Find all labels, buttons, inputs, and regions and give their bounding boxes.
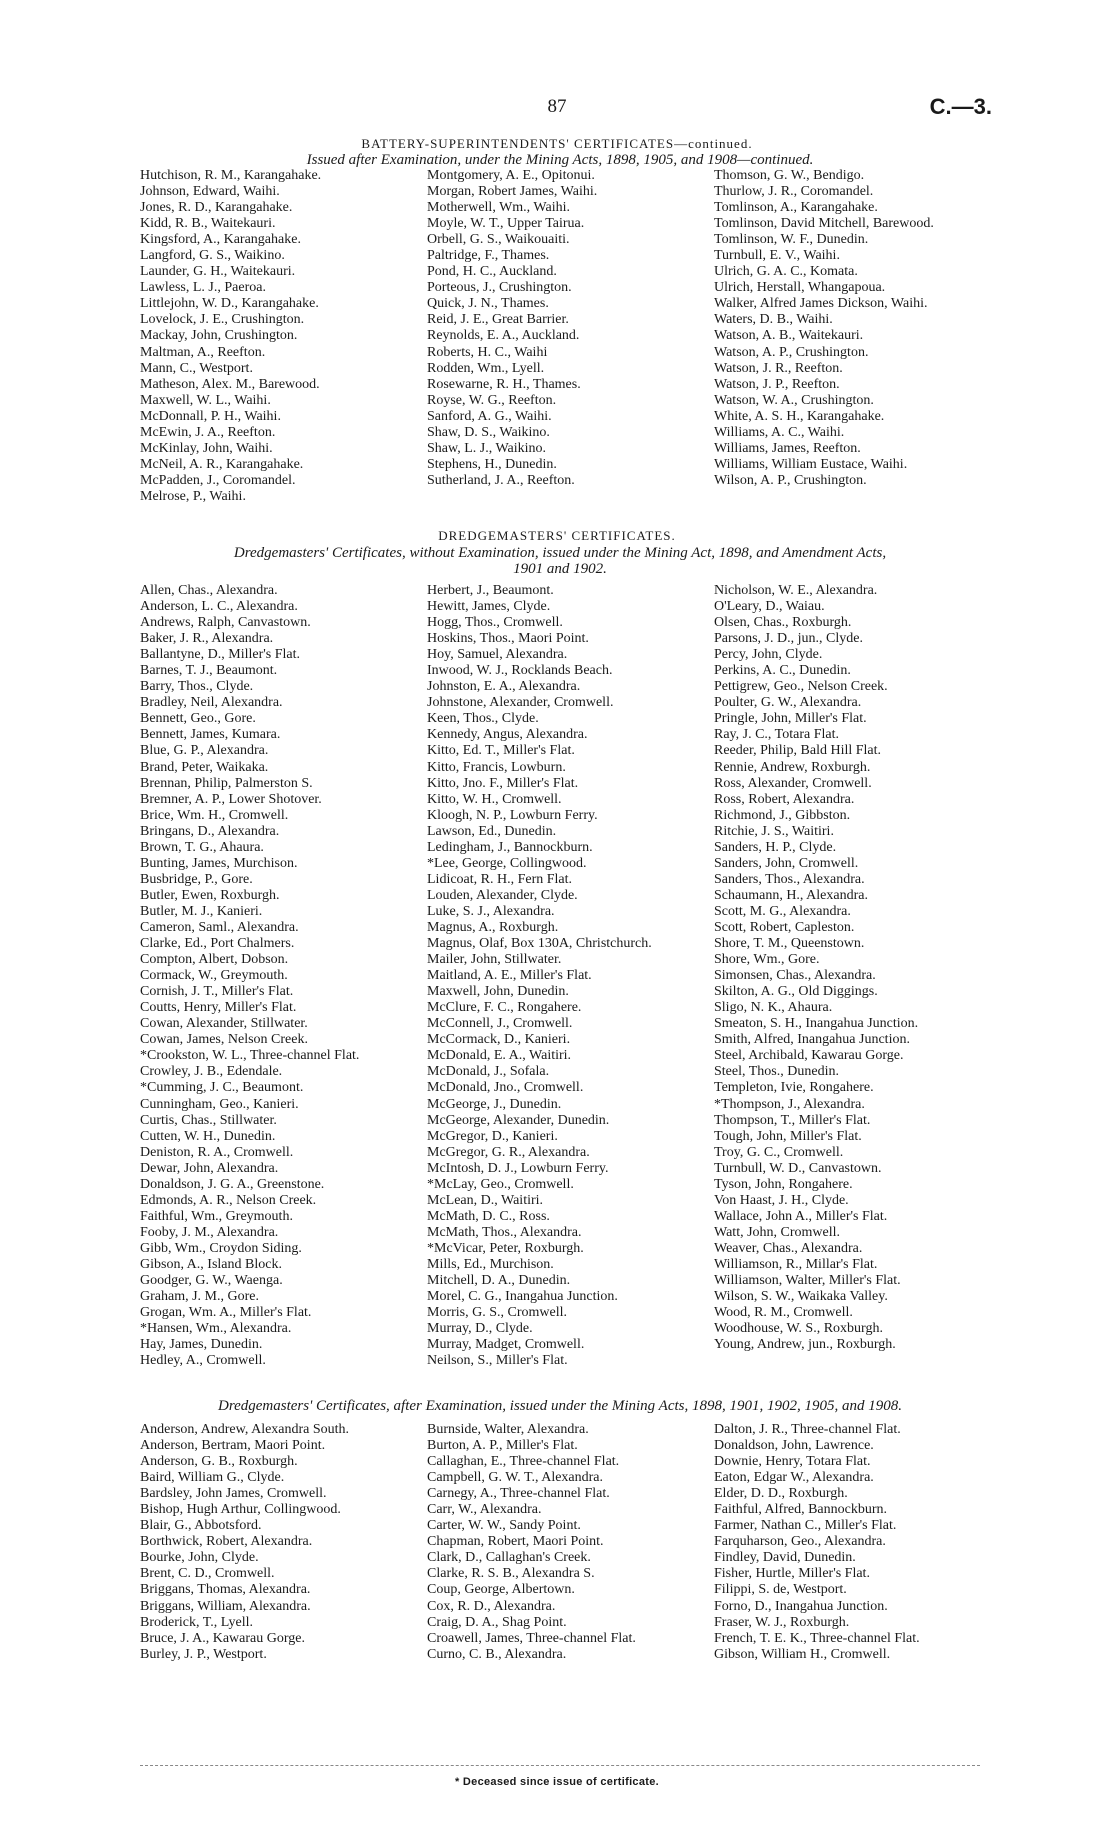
list-entry: Watson, A. B., Waitekauri.	[714, 328, 864, 344]
list-entry: Cowan, James, Nelson Creek.	[140, 1032, 308, 1048]
dredge-without-column-2	[427, 583, 714, 1369]
list-entry: Borthwick, Robert, Alexandra.	[140, 1534, 313, 1550]
list-entry: Shore, T. M., Queenstown.	[714, 936, 865, 952]
battery-list	[140, 168, 1020, 505]
list-entry: Johnston, E. A., Alexandra.	[427, 679, 581, 695]
list-entry: Mitchell, D. A., Dunedin.	[427, 1273, 571, 1289]
list-entry: *Hansen, Wm., Alexandra.	[140, 1321, 292, 1337]
list-entry: Cornish, J. T., Miller's Flat.	[140, 984, 294, 1000]
list-entry: Royse, W. G., Reefton.	[427, 392, 557, 408]
list-entry: Kitto, Jno. F., Miller's Flat.	[427, 775, 579, 791]
paper-reference: C.—3.	[929, 94, 992, 119]
dredge-without-list	[140, 583, 1020, 1369]
dredge-without-column-1	[140, 583, 427, 1369]
list-entry: Sanders, Thos., Alexandra.	[714, 871, 865, 887]
list-entry: McPadden, J., Coromandel.	[140, 472, 296, 488]
list-entry: Hutchison, R. M., Karangahake.	[140, 168, 322, 183]
list-entry: Williamson, R., Millar's Flat.	[714, 1256, 878, 1272]
list-entry: Lawson, Ed., Dunedin.	[427, 823, 557, 839]
dredge-after-column-2	[427, 1422, 714, 1663]
list-entry: Baker, J. R., Alexandra.	[140, 631, 274, 647]
list-entry: Ballantyne, D., Miller's Flat.	[140, 647, 301, 663]
list-entry: Burton, A. P., Miller's Flat.	[427, 1438, 578, 1454]
dredge-without-column-3	[714, 583, 1020, 1369]
list-entry: Herbert, J., Beaumont.	[427, 583, 554, 598]
footnote-rule	[140, 1765, 980, 1766]
list-entry: McDonnall, P. H., Waihi.	[140, 408, 281, 424]
battery-column-1	[140, 168, 427, 505]
list-entry: *McLay, Geo., Cromwell.	[427, 1176, 574, 1192]
list-entry: Allen, Chas., Alexandra.	[140, 583, 278, 598]
list-entry: Nicholson, W. E., Alexandra.	[714, 583, 878, 598]
list-entry: *Cumming, J. C., Beaumont.	[140, 1080, 304, 1096]
list-entry: McConnell, J., Cromwell.	[427, 1016, 573, 1032]
list-entry: Baird, William G., Clyde.	[140, 1470, 285, 1486]
list-entry: Bradley, Neil, Alexandra.	[140, 695, 283, 711]
list-entry: Donaldson, J. G. A., Greenstone.	[140, 1176, 325, 1192]
list-entry: Clarke, Ed., Port Chalmers.	[140, 936, 295, 952]
dredge-without-subheading-line1: Dredgemasters' Certificates, without Examination, issued under the Mining Act, 1898, and Amendment Acts,	[233, 545, 887, 561]
list-entry: Briggans, William, Alexandra.	[140, 1598, 311, 1614]
list-entry: Brennan, Philip, Palmerston S.	[140, 775, 313, 791]
list-entry: Barnes, T. J., Beaumont.	[140, 663, 278, 679]
list-entry: Sanford, A. G., Waihi.	[427, 408, 552, 424]
battery-column-2	[427, 168, 714, 505]
list-entry: Pettigrew, Geo., Nelson Creek.	[714, 679, 888, 695]
list-entry: Blair, G., Abbotsford.	[140, 1518, 262, 1534]
list-entry: Mills, Ed., Murchison.	[427, 1256, 554, 1272]
list-entry: Cameron, Saml., Alexandra.	[140, 919, 299, 935]
list-entry: Graham, J. M., Gore.	[140, 1289, 259, 1305]
list-entry: Matheson, Alex. M., Barewood.	[140, 376, 320, 392]
list-entry: Blue, G. P., Alexandra.	[140, 743, 269, 759]
list-entry: McEwin, J. A., Reefton.	[140, 424, 276, 440]
list-entry: Wilson, S. W., Waikaka Valley.	[714, 1289, 888, 1305]
list-entry: Faithful, Alfred, Bannockburn.	[714, 1502, 888, 1518]
list-entry: Findley, David, Dunedin.	[714, 1550, 856, 1566]
list-entry: Ritchie, J. S., Waitiri.	[714, 823, 834, 839]
list-entry: Tomlinson, David Mitchell, Barewood.	[714, 216, 934, 232]
list-entry: Williams, A. C., Waihi.	[714, 424, 845, 440]
list-entry: Carr, W., Alexandra.	[427, 1502, 542, 1518]
list-entry: McGeorge, Alexander, Dunedin.	[427, 1112, 610, 1128]
list-entry: Hoskins, Thos., Maori Point.	[427, 631, 589, 647]
list-entry: Tyson, John, Rongahere.	[714, 1176, 853, 1192]
list-entry: Watson, J. R., Reefton.	[714, 360, 843, 376]
list-entry: Hewitt, James, Clyde.	[427, 599, 551, 615]
list-entry: Orbell, G. S., Waikouaiti.	[427, 232, 570, 248]
footnote: * Deceased since issue of certificate.	[455, 1776, 659, 1788]
list-entry: Littlejohn, W. D., Karangahake.	[140, 296, 319, 312]
list-entry: Curno, C. B., Alexandra.	[427, 1646, 567, 1662]
list-entry: Donaldson, John, Lawrence.	[714, 1438, 874, 1454]
list-entry: Elder, D. D., Roxburgh.	[714, 1486, 848, 1502]
list-entry: Morel, C. G., Inangahua Junction.	[427, 1289, 618, 1305]
list-entry: Keen, Thos., Clyde.	[427, 711, 539, 727]
list-entry: Anderson, L. C., Alexandra.	[140, 599, 298, 615]
list-entry: Craig, D. A., Shag Point.	[427, 1614, 567, 1630]
list-entry: Templeton, Ivie, Rongahere.	[714, 1080, 874, 1096]
list-entry: *Thompson, J., Alexandra.	[714, 1096, 865, 1112]
list-entry: Kennedy, Angus, Alexandra.	[427, 727, 588, 743]
list-entry: Scott, Robert, Capleston.	[714, 919, 855, 935]
list-entry: O'Leary, D., Waiau.	[714, 599, 825, 615]
list-entry: Schaumann, H., Alexandra.	[714, 887, 868, 903]
list-entry: Ray, J. C., Totara Flat.	[714, 727, 840, 743]
list-entry: McKinlay, John, Waihi.	[140, 440, 273, 456]
list-entry: Reynolds, E. A., Auckland.	[427, 328, 580, 344]
list-entry: Butler, Ewen, Roxburgh.	[140, 887, 280, 903]
list-entry: Coutts, Henry, Miller's Flat.	[140, 1000, 297, 1016]
list-entry: McGeorge, J., Dunedin.	[427, 1096, 562, 1112]
list-entry: Cutten, W. H., Dunedin.	[140, 1128, 276, 1144]
list-entry: Maitland, A. E., Miller's Flat.	[427, 968, 592, 984]
list-entry: Barry, Thos., Clyde.	[140, 679, 254, 695]
list-entry: Turnbull, W. D., Canvastown.	[714, 1160, 882, 1176]
list-entry: Magnus, Olaf, Box 130A, Christchurch.	[427, 936, 652, 952]
list-entry: McDonald, J., Sofala.	[427, 1064, 550, 1080]
list-entry: Downie, Henry, Totara Flat.	[714, 1454, 871, 1470]
list-entry: Mann, C., Westport.	[140, 360, 253, 376]
list-entry: Stephens, H., Dunedin.	[427, 456, 557, 472]
list-entry: French, T. E. K., Three-channel Flat.	[714, 1630, 920, 1646]
list-entry: Kloogh, N. P., Lowburn Ferry.	[427, 807, 598, 823]
list-entry: Hoy, Samuel, Alexandra.	[427, 647, 568, 663]
list-entry: Gibson, A., Island Block.	[140, 1256, 282, 1272]
list-entry: Brent, C. D., Cromwell.	[140, 1566, 275, 1582]
battery-subheading: Issued after Examination, under the Mining Acts, 1898, 1905, and 1908—continued.	[306, 152, 814, 168]
list-entry: Thurlow, J. R., Coromandel.	[714, 184, 874, 200]
list-entry: Perkins, A. C., Dunedin.	[714, 663, 851, 679]
list-entry: Turnbull, E. V., Waihi.	[714, 248, 840, 264]
list-entry: Montgomery, A. E., Opitonui.	[427, 168, 595, 183]
list-entry: Wilson, A. P., Crushington.	[714, 472, 867, 488]
list-entry: Woodhouse, W. S., Roxburgh.	[714, 1321, 883, 1337]
page-number: 87	[547, 96, 567, 117]
list-entry: McCormack, D., Kanieri.	[427, 1032, 571, 1048]
list-entry: Fisher, Hurtle, Miller's Flat.	[714, 1566, 870, 1582]
list-entry: Wood, R. M., Cromwell.	[714, 1305, 853, 1321]
dredge-without-subheading-line2: 1901 and 1902.	[513, 561, 607, 577]
list-entry: Reid, J. E., Great Barrier.	[427, 312, 569, 328]
list-entry: Williams, James, Reefton.	[714, 440, 861, 456]
list-entry: Paltridge, F., Thames.	[427, 248, 550, 264]
list-entry: Chapman, Robert, Maori Point.	[427, 1534, 604, 1550]
list-entry: Langford, G. S., Waikino.	[140, 248, 285, 264]
list-entry: Kitto, Francis, Lowburn.	[427, 759, 566, 775]
list-entry: McGregor, G. R., Alexandra.	[427, 1144, 590, 1160]
list-entry: Walker, Alfred James Dickson, Waihi.	[714, 296, 928, 312]
list-entry: Rennie, Andrew, Roxburgh.	[714, 759, 871, 775]
list-entry: Farquharson, Geo., Alexandra.	[714, 1534, 886, 1550]
list-entry: Kitto, W. H., Cromwell.	[427, 791, 562, 807]
list-entry: Thomson, G. W., Bendigo.	[714, 168, 865, 183]
list-entry: Crowley, J. B., Edendale.	[140, 1064, 283, 1080]
list-entry: Sanders, H. P., Clyde.	[714, 839, 837, 855]
list-entry: Forno, D., Inangahua Junction.	[714, 1598, 888, 1614]
list-entry: Lawless, L. J., Paeroa.	[140, 280, 266, 296]
list-entry: Lidicoat, R. H., Fern Flat.	[427, 871, 573, 887]
list-entry: Ulrich, Herstall, Whangapoua.	[714, 280, 886, 296]
list-entry: Percy, John, Clyde.	[714, 647, 823, 663]
list-entry: Johnson, Edward, Waihi.	[140, 184, 280, 200]
battery-heading: BATTERY-SUPERINTENDENTS' CERTIFICATES—continued.	[361, 136, 753, 151]
list-entry: Wallace, John A., Miller's Flat.	[714, 1208, 888, 1224]
list-entry: Fraser, W. J., Roxburgh.	[714, 1614, 850, 1630]
list-entry: Coup, George, Albertown.	[427, 1582, 575, 1598]
list-entry: Bennett, James, Kumara.	[140, 727, 281, 743]
list-entry: Skilton, A. G., Old Diggings.	[714, 984, 878, 1000]
list-entry: Morgan, Robert James, Waihi.	[427, 184, 598, 200]
list-entry: Launder, G. H., Waitekauri.	[140, 264, 296, 280]
list-entry: Rosewarne, R. H., Thames.	[427, 376, 581, 392]
list-entry: Watson, J. P., Reefton.	[714, 376, 840, 392]
list-entry: Anderson, Andrew, Alexandra South.	[140, 1422, 350, 1437]
list-entry: Melrose, P., Waihi.	[140, 488, 246, 504]
list-entry: Deniston, R. A., Cromwell.	[140, 1144, 294, 1160]
battery-column-3	[714, 168, 1020, 505]
list-entry: Watson, W. A., Crushington.	[714, 392, 874, 408]
list-entry: Neilson, S., Miller's Flat.	[427, 1353, 568, 1369]
list-entry: Williamson, Walter, Miller's Flat.	[714, 1273, 901, 1289]
list-entry: Mailer, John, Stillwater.	[427, 952, 562, 968]
list-entry: Kingsford, A., Karangahake.	[140, 232, 301, 248]
list-entry: Scott, M. G., Alexandra.	[714, 903, 851, 919]
list-entry: Watt, John, Cromwell.	[714, 1224, 841, 1240]
list-entry: Bringans, D., Alexandra.	[140, 823, 280, 839]
list-entry: Ross, Robert, Alexandra.	[714, 791, 855, 807]
list-entry: Murray, D., Clyde.	[427, 1321, 533, 1337]
list-entry: Von Haast, J. H., Clyde.	[714, 1192, 849, 1208]
list-entry: Steel, Thos., Dunedin.	[714, 1064, 839, 1080]
list-entry: Morris, G. S., Cromwell.	[427, 1305, 567, 1321]
list-entry: Waters, D. B., Waihi.	[714, 312, 833, 328]
list-entry: Lovelock, J. E., Crushington.	[140, 312, 305, 328]
list-entry: Clark, D., Callaghan's Creek.	[427, 1550, 591, 1566]
list-entry: McDonald, E. A., Waitiri.	[427, 1048, 572, 1064]
list-entry: Faithful, Wm., Greymouth.	[140, 1208, 293, 1224]
list-entry: Thompson, T., Miller's Flat.	[714, 1112, 871, 1128]
dredge-after-column-3	[714, 1422, 1020, 1663]
list-entry: Smith, Alfred, Inangahua Junction.	[714, 1032, 910, 1048]
list-entry: Luke, S. J., Alexandra.	[427, 903, 555, 919]
list-entry: Sanders, John, Cromwell.	[714, 855, 859, 871]
list-entry: Maxwell, John, Dunedin.	[427, 984, 569, 1000]
list-entry: Mackay, John, Crushington.	[140, 328, 298, 344]
list-entry: McMath, Thos., Alexandra.	[427, 1224, 582, 1240]
list-entry: Goodger, G. W., Waenga.	[140, 1273, 283, 1289]
dredge-after-subheading: Dredgemasters' Certificates, after Examination, issued under the Mining Acts, 1898, 1901, 1902, 1905, and 1908.	[218, 1398, 902, 1414]
list-entry: Pringle, John, Miller's Flat.	[714, 711, 867, 727]
list-entry: Brown, T. G., Ahaura.	[140, 839, 264, 855]
list-entry: Dewar, John, Alexandra.	[140, 1160, 279, 1176]
list-entry: Cox, R. D., Alexandra.	[427, 1598, 556, 1614]
list-entry: Reeder, Philip, Bald Hill Flat.	[714, 743, 882, 759]
list-entry: Maltman, A., Reefton.	[140, 344, 266, 360]
list-entry: McGregor, D., Kanieri.	[427, 1128, 558, 1144]
list-entry: Curtis, Chas., Stillwater.	[140, 1112, 277, 1128]
list-entry: Porteous, J., Crushington.	[427, 280, 572, 296]
dredge-after-column-1	[140, 1422, 427, 1663]
list-entry: Williams, William Eustace, Waihi.	[714, 456, 908, 472]
list-entry: Ulrich, G. A. C., Komata.	[714, 264, 858, 280]
list-entry: Weaver, Chas., Alexandra.	[714, 1240, 863, 1256]
list-entry: Broderick, T., Lyell.	[140, 1614, 254, 1630]
list-entry: Campbell, G. W. T., Alexandra.	[427, 1470, 604, 1486]
list-entry: Tomlinson, W. F., Dunedin.	[714, 232, 869, 248]
list-entry: Hogg, Thos., Cromwell.	[427, 615, 563, 631]
list-entry: Motherwell, Wm., Waihi.	[427, 200, 571, 216]
list-entry: Eaton, Edgar W., Alexandra.	[714, 1470, 874, 1486]
list-entry: Moyle, W. T., Upper Tairua.	[427, 216, 585, 232]
list-entry: Brice, Wm. H., Cromwell.	[140, 807, 289, 823]
list-entry: Busbridge, P., Gore.	[140, 871, 253, 887]
list-entry: Butler, M. J., Kanieri.	[140, 903, 263, 919]
list-entry: Rodden, Wm., Lyell.	[427, 360, 545, 376]
list-entry: Troy, G. C., Cromwell.	[714, 1144, 844, 1160]
list-entry: Clarke, R. S. B., Alexandra S.	[427, 1566, 595, 1582]
list-entry: Shore, Wm., Gore.	[714, 952, 820, 968]
list-entry: Tomlinson, A., Karangahake.	[714, 200, 878, 216]
list-entry: Magnus, A., Roxburgh.	[427, 919, 559, 935]
list-entry: Olsen, Chas., Roxburgh.	[714, 615, 852, 631]
list-entry: Quick, J. N., Thames.	[427, 296, 549, 312]
list-entry: Richmond, J., Gibbston.	[714, 807, 851, 823]
list-entry: McIntosh, D. J., Lowburn Ferry.	[427, 1160, 609, 1176]
list-entry: Murray, Madget, Cromwell.	[427, 1337, 585, 1353]
list-entry: Ledingham, J., Bannockburn.	[427, 839, 593, 855]
list-entry: Filippi, S. de, Westport.	[714, 1582, 847, 1598]
list-entry: Sligo, N. K., Ahaura.	[714, 1000, 833, 1016]
list-entry: Anderson, G. B., Roxburgh.	[140, 1454, 298, 1470]
list-entry: Kitto, Ed. T., Miller's Flat.	[427, 743, 575, 759]
dredgemasters-heading: DREDGEMASTERS' CERTIFICATES.	[438, 528, 676, 543]
list-entry: Maxwell, W. L., Waihi.	[140, 392, 271, 408]
list-entry: Shaw, D. S., Waikino.	[427, 424, 550, 440]
list-entry: Louden, Alexander, Clyde.	[427, 887, 578, 903]
list-entry: Tough, John, Miller's Flat.	[714, 1128, 862, 1144]
list-entry: Farmer, Nathan C., Miller's Flat.	[714, 1518, 897, 1534]
list-entry: Bruce, J. A., Kawarau Gorge.	[140, 1630, 305, 1646]
list-entry: Bourke, John, Clyde.	[140, 1550, 259, 1566]
list-entry: Smeaton, S. H., Inangahua Junction.	[714, 1016, 919, 1032]
list-entry: Young, Andrew, jun., Roxburgh.	[714, 1337, 896, 1353]
list-entry: *McVicar, Peter, Roxburgh.	[427, 1240, 584, 1256]
list-entry: Briggans, Thomas, Alexandra.	[140, 1582, 311, 1598]
list-entry: Burley, J. P., Westport.	[140, 1646, 267, 1662]
list-entry: Steel, Archibald, Kawarau Gorge.	[714, 1048, 904, 1064]
list-entry: White, A. S. H., Karangahake.	[714, 408, 885, 424]
list-entry: Ross, Alexander, Cromwell.	[714, 775, 872, 791]
list-entry: Bennett, Geo., Gore.	[140, 711, 256, 727]
list-entry: Carnegy, A., Three-channel Flat.	[427, 1486, 610, 1502]
list-entry: McClure, F. C., Rongahere.	[427, 1000, 582, 1016]
list-entry: Carter, W. W., Sandy Point.	[427, 1518, 581, 1534]
list-entry: Gibson, William H., Cromwell.	[714, 1646, 891, 1662]
list-entry: Bunting, James, Murchison.	[140, 855, 298, 871]
list-entry: Pond, H. C., Auckland.	[427, 264, 557, 280]
list-entry: Edmonds, A. R., Nelson Creek.	[140, 1192, 317, 1208]
list-entry: Bishop, Hugh Arthur, Collingwood.	[140, 1502, 341, 1518]
list-entry: Compton, Albert, Dobson.	[140, 952, 289, 968]
list-entry: McMath, D. C., Ross.	[427, 1208, 550, 1224]
list-entry: Grogan, Wm. A., Miller's Flat.	[140, 1305, 312, 1321]
list-entry: Roberts, H. C., Waihi	[427, 344, 548, 360]
list-entry: Cunningham, Geo., Kanieri.	[140, 1096, 299, 1112]
list-entry: Shaw, L. J., Waikino.	[427, 440, 547, 456]
list-entry: Andrews, Ralph, Canvastown.	[140, 615, 311, 631]
list-entry: Croawell, James, Three-channel Flat.	[427, 1630, 636, 1646]
list-entry: McDonald, Jno., Cromwell.	[427, 1080, 584, 1096]
list-entry: Inwood, W. J., Rocklands Beach.	[427, 663, 613, 679]
list-entry: Hay, James, Dunedin.	[140, 1337, 263, 1353]
list-entry: Poulter, G. W., Alexandra.	[714, 695, 862, 711]
list-entry: Sutherland, J. A., Reefton.	[427, 472, 575, 488]
list-entry: Callaghan, E., Three-channel Flat.	[427, 1454, 620, 1470]
list-entry: McNeil, A. R., Karangahake.	[140, 456, 304, 472]
list-entry: Dalton, J. R., Three-channel Flat.	[714, 1422, 901, 1437]
list-entry: Jones, R. D., Karangahake.	[140, 200, 293, 216]
list-entry: Bremner, A. P., Lower Shotover.	[140, 791, 322, 807]
list-entry: Cormack, W., Greymouth.	[140, 968, 288, 984]
list-entry: Anderson, Bertram, Maori Point.	[140, 1438, 326, 1454]
dredge-after-list	[140, 1422, 1020, 1663]
list-entry: Watson, A. P., Crushington.	[714, 344, 869, 360]
list-entry: Johnstone, Alexander, Cromwell.	[427, 695, 614, 711]
list-entry: Cowan, Alexander, Stillwater.	[140, 1016, 308, 1032]
list-entry: Gibb, Wm., Croydon Siding.	[140, 1240, 302, 1256]
list-entry: Bardsley, John James, Cromwell.	[140, 1486, 327, 1502]
list-entry: Fooby, J. M., Alexandra.	[140, 1224, 279, 1240]
list-entry: Burnside, Walter, Alexandra.	[427, 1422, 589, 1437]
list-entry: *Crookston, W. L., Three-channel Flat.	[140, 1048, 360, 1064]
list-entry: Kidd, R. B., Waitekauri.	[140, 216, 276, 232]
list-entry: Parsons, J. D., jun., Clyde.	[714, 631, 863, 647]
list-entry: Hedley, A., Cromwell.	[140, 1353, 266, 1369]
list-entry: McLean, D., Waitiri.	[427, 1192, 544, 1208]
list-entry: Brand, Peter, Waikaka.	[140, 759, 269, 775]
list-entry: *Lee, George, Collingwood.	[427, 855, 587, 871]
list-entry: Simonsen, Chas., Alexandra.	[714, 968, 876, 984]
